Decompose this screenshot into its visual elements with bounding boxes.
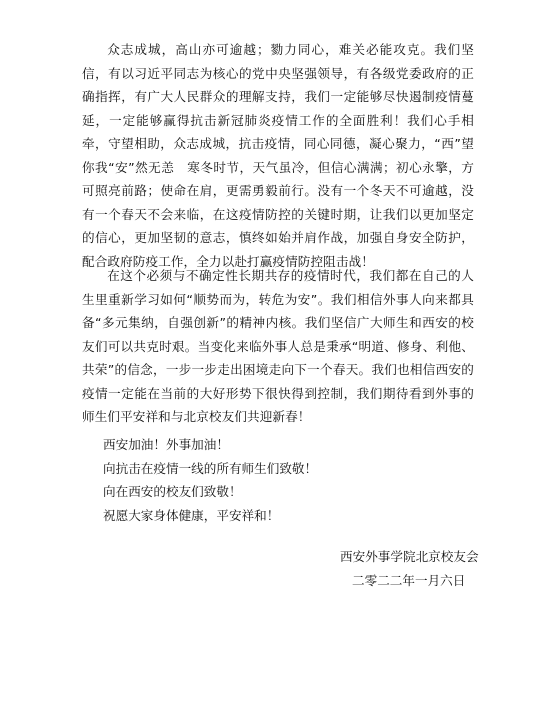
- letter-paragraph-1: 众志成城，高山亦可逾越；勠力同心，难关必能攻克。我们坚信，有以习近平同志为核心的党中央坚强领导，有各级党委政府的正确指挥，有广大人民群众的理解支持，我们一定能够尽快遏制疫情蔓延，一定能够赢得抗击新冠肺炎疫情工作的全面胜利！我们心手相牵，守望相助，众志成城，抗击疫情，同心同德，凝心聚力，“西”望你我“安”然无恙 寒冬时节，天气虽冷，但信心满满；初心永擎，方可照亮前路；使命在肩，更需勇毅前行。没有一个冬天不可逾越，没有一个春天不会来临，在这疫情防控的关键时期，让我们以更加坚定的信心，更加坚韧的意志，慎终如始并肩作战，加强自身安全防护，配合政府防疫工作，全力以赴打赢疫情防控阻击战！: [82, 42, 474, 269]
- closing-line-2: 向抗击在疫情一线的所有师生们致敬！: [103, 460, 318, 476]
- signature-block: [340, 545, 479, 592]
- closing-line-1: 西安加油！外事加油！: [103, 437, 229, 452]
- signature-organization: 西安外事学院北京校友会: [340, 549, 479, 564]
- closing-line-3: 向在西安的校友们致敬！: [103, 484, 242, 499]
- letter-paragraph-2: 在这个必须与不确定性长期共存的疫情时代，我们都在自己的人生里重新学习如何“顺势而为，转危为安”。我们相信外事人向来都具备“多元集纳，自强创新”的精神内核。我们坚信广大师生和西安的校友们可以共克时艰。当变化来临外事人总是秉承“明道、修身、利他、共荣”的信念，一步一步走出困境走向下一个春天。我们也相信西安的疫情一定能在当前的大好形势下很快得到控制，我们期待看到外事的师生们平安祥和与北京校友们共迎新春！: [82, 268, 474, 424]
- closing-line-4: 祝愿大家身体健康，平安祥和！: [103, 507, 280, 523]
- closing-lines: [103, 433, 317, 527]
- signature-date: 二零二二年一月六日: [352, 572, 466, 588]
